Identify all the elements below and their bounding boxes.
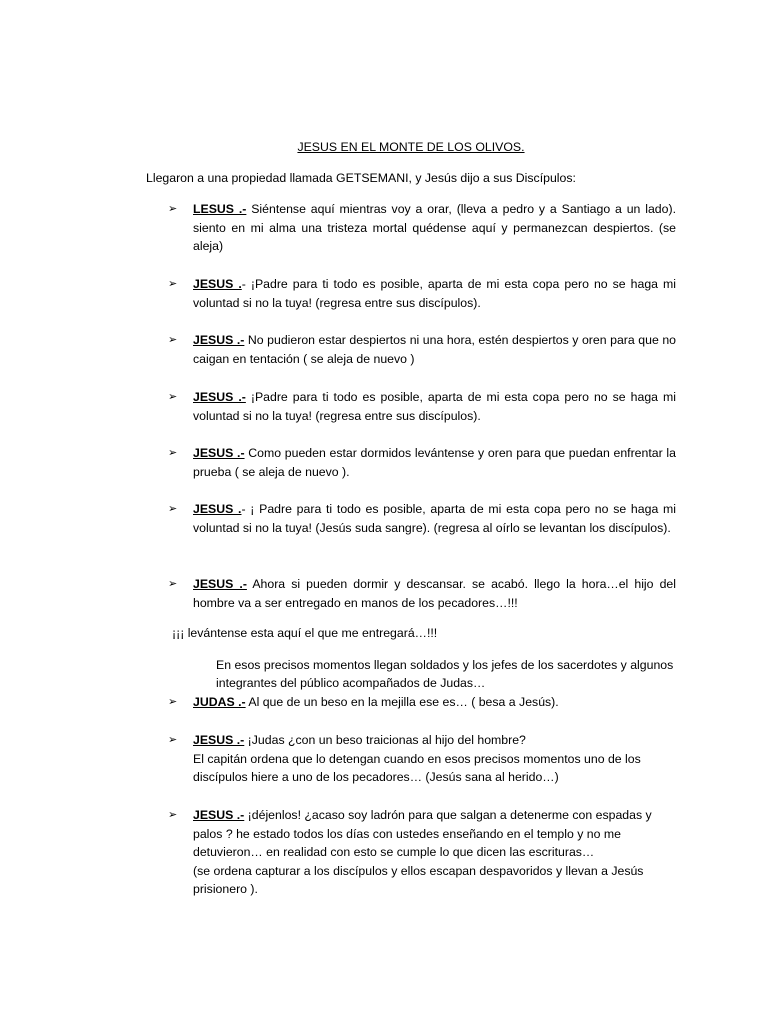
narration-paragraph: En esos precisos momentos llegan soldados y los jefes de los sacerdotes y algunos integrantes del público acompañados de Judas…	[216, 658, 674, 690]
stage-direction: (se ordena capturar a los discípulos y ellos escapan despavoridos y llevan a Jesús prisionero ).	[193, 863, 644, 896]
speaker-label: LESUS .-	[193, 202, 247, 216]
speaker-label: JESUS .	[193, 277, 242, 291]
arrow-bullet-icon: ➢	[168, 808, 178, 821]
dialogue-text: Al que de un beso en la mejilla ese es… ( besa a Jesús).	[245, 695, 559, 709]
arrow-bullet-icon: ➢	[168, 390, 178, 403]
speaker-label: JESUS .-	[193, 333, 245, 347]
dialogue-item	[168, 200, 676, 256]
speaker-label: JESUS .-	[193, 390, 246, 404]
dialogue-item	[168, 275, 676, 312]
arrow-bullet-icon: ➢	[168, 277, 178, 290]
arrow-bullet-icon: ➢	[168, 733, 178, 746]
arrow-bullet-icon: ➢	[168, 333, 178, 346]
dialogue-text: No pudieron estar despiertos ni una hora, estén despiertos y oren para que no caigan en tentación ( se aleja de nuevo )	[193, 333, 676, 366]
dialogue-item	[168, 806, 676, 899]
dialogue-text: ¡déjenlos! ¿acaso soy ladrón para que salgan a detenerme con espadas y palos ? he estado todos los días con ustedes enseñando en el templo y no me detuvieron… en realidad con esto se cumple lo que dicen las escrituras…	[193, 808, 652, 859]
document-title: JESUS EN EL MONTE DE LOS OLIVOS.	[297, 140, 525, 154]
dialogue-item	[168, 444, 676, 481]
arrow-bullet-icon: ➢	[168, 577, 178, 590]
speaker-label: JESUS .-	[193, 577, 247, 591]
dialogue-text: ¡Padre para ti todo es posible, aparta de mi esta copa pero no se haga mi voluntad si no la tuya! (regresa entre sus discípulos).	[193, 390, 676, 423]
dialogue-text: Ahora si pueden dormir y descansar. se acabó. llego la hora…el hijo del hombre va a ser entregado en manos de los pecadores…!!!	[193, 577, 676, 610]
dialogue-text: ¡Judas ¿con un beso traicionas al hijo del hombre?	[244, 733, 526, 747]
dialogue-item	[168, 693, 676, 712]
dialogue-item	[168, 388, 676, 425]
dialogue-item	[168, 731, 676, 787]
dialogue-text: - ¡ Padre para ti todo es posible, aparta de mi esta copa pero no se haga mi voluntad si no la tuya! (Jesús suda sangre). (regresa al oírlo se levantan los discípulos).	[193, 502, 676, 535]
arrow-bullet-icon: ➢	[168, 695, 178, 708]
exclamation-note: ¡¡¡ levántense esta aquí el que me entregará…!!!	[172, 626, 438, 640]
dialogue-item	[168, 575, 676, 612]
arrow-bullet-icon: ➢	[168, 502, 178, 515]
arrow-bullet-icon: ➢	[168, 202, 178, 215]
arrow-bullet-icon: ➢	[168, 446, 178, 459]
intro-paragraph: Llegaron a una propiedad llamada GETSEMANI, y Jesús dijo a sus Discípulos:	[146, 171, 576, 185]
dialogue-text: Siéntense aquí mientras voy a orar, (lleva a pedro y a Santiago a un lado). siento en mi alma una tristeza mortal quédense aquí y permanezcan despiertos. (se aleja)	[193, 202, 676, 253]
dialogue-text: Como pueden estar dormidos levántense y oren para que puedan enfrentar la prueba ( se aleja de nuevo ).	[193, 446, 676, 479]
dialogue-text: - ¡Padre para ti todo es posible, aparta de mi esta copa pero no se haga mi voluntad si no la tuya! (regresa entre sus discípulos).	[193, 277, 676, 310]
speaker-label: JUDAS .-	[193, 695, 246, 709]
speaker-label: JESUS .-	[193, 733, 245, 747]
stage-direction: El capitán ordena que lo detengan cuando en esos precisos momentos uno de los discípulos hiere a uno de los pecadores… (Jesús sana al herido…)	[193, 751, 641, 784]
dialogue-item	[168, 500, 676, 537]
speaker-label: JESUS .	[193, 502, 242, 516]
speaker-label: JESUS .-	[193, 446, 245, 460]
dialogue-item	[168, 331, 676, 368]
speaker-label: JESUS .-	[193, 808, 245, 822]
